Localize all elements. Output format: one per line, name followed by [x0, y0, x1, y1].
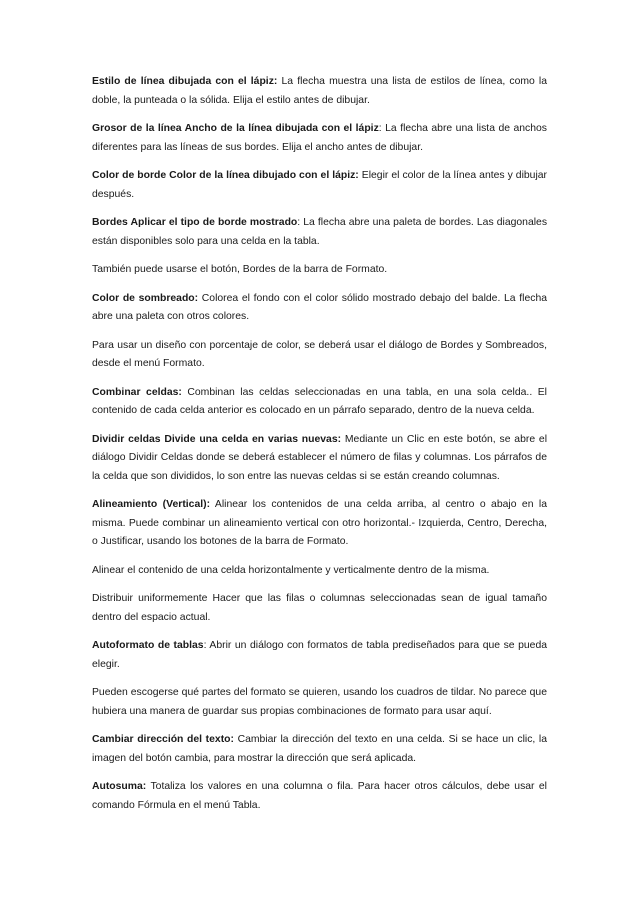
paragraph-text-direction — [92, 731, 547, 768]
term: Autosuma: — [92, 781, 147, 792]
paragraph-line-style — [92, 73, 547, 110]
description: Cambiar la dirección del texto en una celda. Si se hace un clic, la imagen del botón cambia, para mostrar la dirección que será aplicada. — [92, 734, 548, 764]
paragraph-borders — [92, 214, 547, 251]
paragraph-table-autoformat — [92, 637, 547, 674]
description: Alinear el contenido de una celda horizontalmente y verticalmente dentro de la misma. — [92, 564, 490, 576]
paragraph-merge-cells — [92, 384, 547, 421]
description: Para usar un diseño con porcentaje de color, se deberá usar el diálogo de Bordes y Sombreados, desde el menú Formato. — [92, 339, 547, 369]
description: Colorea el fondo con el color sólido mostrado debajo del balde. La flecha abre una paleta con otros colores. — [92, 292, 548, 322]
description: Elegir el color de la línea antes y dibujar después. — [92, 170, 548, 200]
paragraph-shading-percentage — [92, 337, 547, 374]
paragraph-shading-color — [92, 290, 547, 327]
paragraph-autoformat-parts — [92, 684, 547, 721]
paragraph-vertical-alignment — [92, 496, 547, 552]
description: Alinear los contenidos de una celda arriba, al centro o abajo en la misma. Puede combinar un alineamiento vertical con otro horizontal.- Izquierda, Centro, Derecha, o Justificar, usando los botones de la barra de Formato. — [92, 499, 547, 547]
paragraph-borders-button — [92, 261, 547, 280]
description: Combinan las celdas seleccionadas en una tabla, en una sola celda.. El contenido de cada celda anterior es colocado en un párrafo separado, dentro de la nueva celda. — [92, 386, 547, 416]
term: Color de sombreado: — [92, 292, 199, 304]
paragraph-distribute-evenly — [92, 590, 547, 627]
term: Bordes Aplicar el tipo de borde mostrado — [92, 217, 298, 228]
description: Mediante un Clic en este botón, se abre el diálogo Dividir Celdas donde se deberá establecer el número de filas y columnas. Los párrafos de la celda que son divididos, lo son entre las nuevas celdas si se están creando columnas. — [92, 433, 547, 482]
paragraph-border-color — [92, 167, 547, 204]
term: Autoformato de tablas — [92, 640, 204, 651]
description: Pueden escogerse qué partes del formato se quieren, usando los cuadros de tildar. No parece que hubiera una manera de guardar sus propias combinaciones de formato para usar aquí. — [92, 687, 547, 717]
term: Grosor de la línea Ancho de la línea dibujada con el lápiz — [92, 123, 379, 134]
term: Alineamiento (Vertical): — [92, 499, 211, 510]
term: Color de borde Color de la línea dibujado con el lápiz: — [92, 170, 359, 181]
description: : La flecha abre una lista de anchos diferentes para las líneas de sus bordes. Elija el ancho antes de dibujar. — [92, 123, 547, 153]
description: Totaliza los valores en una columna o fila. Para hacer otros cálculos, debe usar el comando Fórmula en el menú Tabla. — [92, 781, 547, 811]
description: También puede usarse el botón, Bordes de la barra de Formato. — [92, 264, 388, 275]
term: Dividir celdas Divide una celda en varias nuevas: — [92, 433, 342, 445]
description: : Abrir un diálogo con formatos de tabla prediseñados para que se pueda elegir. — [92, 640, 548, 670]
term: Cambiar dirección del texto: — [92, 734, 234, 745]
description: Distribuir uniformemente Hacer que las filas o columnas seleccionadas sean de igual tamaño dentro del espacio actual. — [92, 593, 547, 623]
paragraph-split-cells — [92, 431, 547, 487]
paragraph-autosum — [92, 778, 547, 815]
paragraph-line-weight — [92, 120, 547, 157]
document-page — [92, 73, 547, 825]
description: : La flecha abre una paleta de bordes. Las diagonales están disponibles solo para una celda en la tabla. — [92, 217, 548, 247]
term: Combinar celdas: — [92, 386, 182, 398]
term: Estilo de línea dibujada con el lápiz: — [92, 76, 278, 87]
description: La flecha muestra una lista de estilos de línea, como la doble, la punteada o la sólida. Elija el estilo antes de dibujar. — [92, 76, 548, 106]
paragraph-align-content — [92, 562, 547, 581]
